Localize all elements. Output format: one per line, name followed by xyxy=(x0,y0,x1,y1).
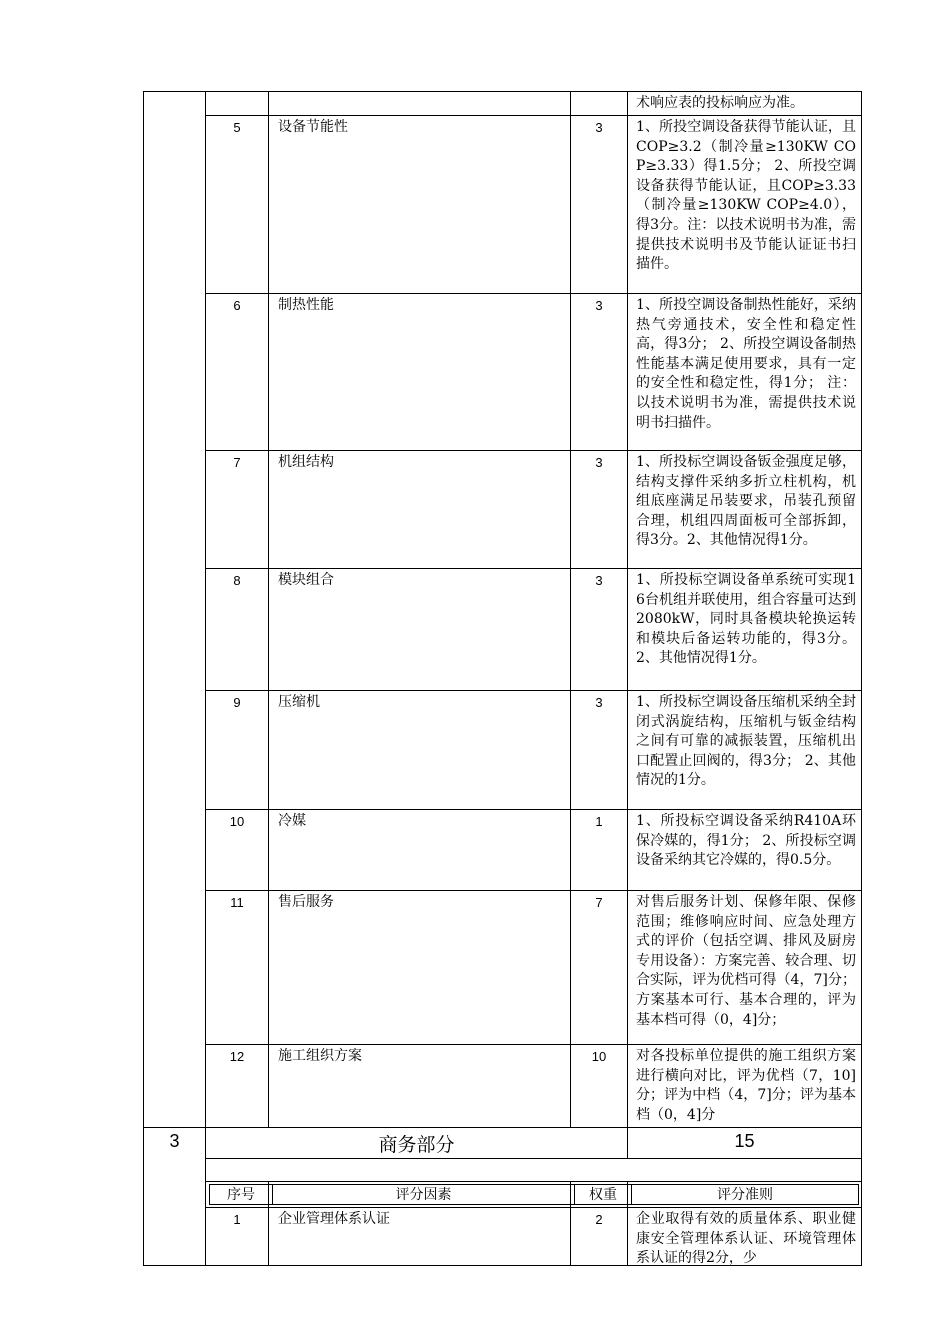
header-weight: 权重 xyxy=(589,1187,617,1203)
scoring-criteria: 企业取得有效的质量体系、职业健康安全管理体系认证、环境管理体系认证的得2分，少 xyxy=(636,1211,856,1267)
scoring-criteria: 1、所投空调设备制热性能好，采纳热气旁通技术，安全性和稳定性高，得3分； 2、所投空调设备制热性能基本满足使用要求，具有一定的安全性和稳定性，得1分； 注：以技术说明书为准，需提供技术说明书扫描件。 xyxy=(636,297,856,431)
scoring-factor: 冷媒 xyxy=(278,813,306,829)
weight: 3 xyxy=(595,573,603,588)
weight: 2 xyxy=(595,1212,603,1227)
row-number: 10 xyxy=(229,814,245,829)
row-number: 9 xyxy=(233,695,241,710)
scoring-factor: 售后服务 xyxy=(278,894,334,910)
scoring-factor: 施工组织方案 xyxy=(278,1048,362,1064)
scoring-factor: 机组结构 xyxy=(278,454,334,470)
weight: 7 xyxy=(595,895,603,910)
weight: 10 xyxy=(591,1049,607,1064)
section-title: 商务部分 xyxy=(378,1134,455,1156)
section-index: 3 xyxy=(169,1131,180,1151)
section-score: 15 xyxy=(734,1131,755,1151)
scoring-criteria: 对售后服务计划、保修年限、保修范围；维修响应时间、应急处理方式的评价（包括空调、排风及厨房专用设备）：方案完善、较合理、切合实际，评为优档可得（4，7]分；方案基本可行、基本合理的，评为基本档可得（0，4]分； xyxy=(636,894,856,1028)
scoring-criteria: 1、所投标空调设备单系统可实现16台机组并联使用，组合容量可达到2080kW，同时具备模块轮换运转和模块后备运转功能的，得3分。 2、其他情况得1分。 xyxy=(636,572,861,667)
scoring-factor: 压缩机 xyxy=(278,694,320,710)
row-number: 1 xyxy=(233,1212,241,1227)
row-number: 6 xyxy=(233,298,241,313)
weight: 1 xyxy=(595,814,603,829)
scoring-factor: 设备节能性 xyxy=(278,119,348,135)
scoring-criteria: 1、所投标空调设备采纳R410A环保冷媒的，得1分； 2、所投标空调设备采纳其它冷媒的，得0.5分。 xyxy=(636,813,856,869)
row-number: 5 xyxy=(233,120,241,135)
row-number: 12 xyxy=(229,1049,245,1064)
scoring-factor: 企业管理体系认证 xyxy=(278,1211,390,1227)
scoring-criteria: 1、所投标空调设备钣金强度足够，结构支撑件采纳多折立柱机构，机组底座满足吊装要求，吊装孔预留合理，机组四周面板可全部拆卸，得3分。2、其他情况得1分。 xyxy=(636,454,856,549)
scoring-criteria: 1、所投标空调设备压缩机采纳全封闭式涡旋结构，压缩机与钣金结构之间有可靠的减振装置，压缩机出口配置止回阀的，得3分； 2、其他情况的1分。 xyxy=(636,694,856,789)
weight: 3 xyxy=(595,298,603,313)
scoring-factor: 模块组合 xyxy=(278,572,334,588)
scoring-criteria: 对各投标单位提供的施工组织方案进行横向对比，评为优档（7，10]分；评为中档（4，7]分；评为基本档（0，4]分 xyxy=(636,1048,856,1123)
row-number: 8 xyxy=(233,573,241,588)
header-factor: 评分因素 xyxy=(395,1187,452,1203)
header-number: 序号 xyxy=(227,1187,255,1203)
weight: 3 xyxy=(595,120,603,135)
row-number: 7 xyxy=(233,455,241,470)
header-criteria: 评分准则 xyxy=(717,1187,773,1203)
weight: 3 xyxy=(595,455,603,470)
scoring-factor: 制热性能 xyxy=(278,297,334,313)
criteria-fragment: 术响应表的投标响应为准。 xyxy=(636,95,804,111)
scoring-criteria: 1、所投空调设备获得节能认证，且COP≥3.2（制冷量≥130KW COP≥3.33）得1.5分； 2、所投空调设备获得节能认证，且COP≥3.33（制冷量≥130KW COP≥4.0），得3分。注：以技术说明书为准，需提供技术说明书及节能认证证书扫描件。 xyxy=(636,119,856,273)
row-number: 11 xyxy=(230,895,244,910)
weight: 3 xyxy=(595,695,603,710)
